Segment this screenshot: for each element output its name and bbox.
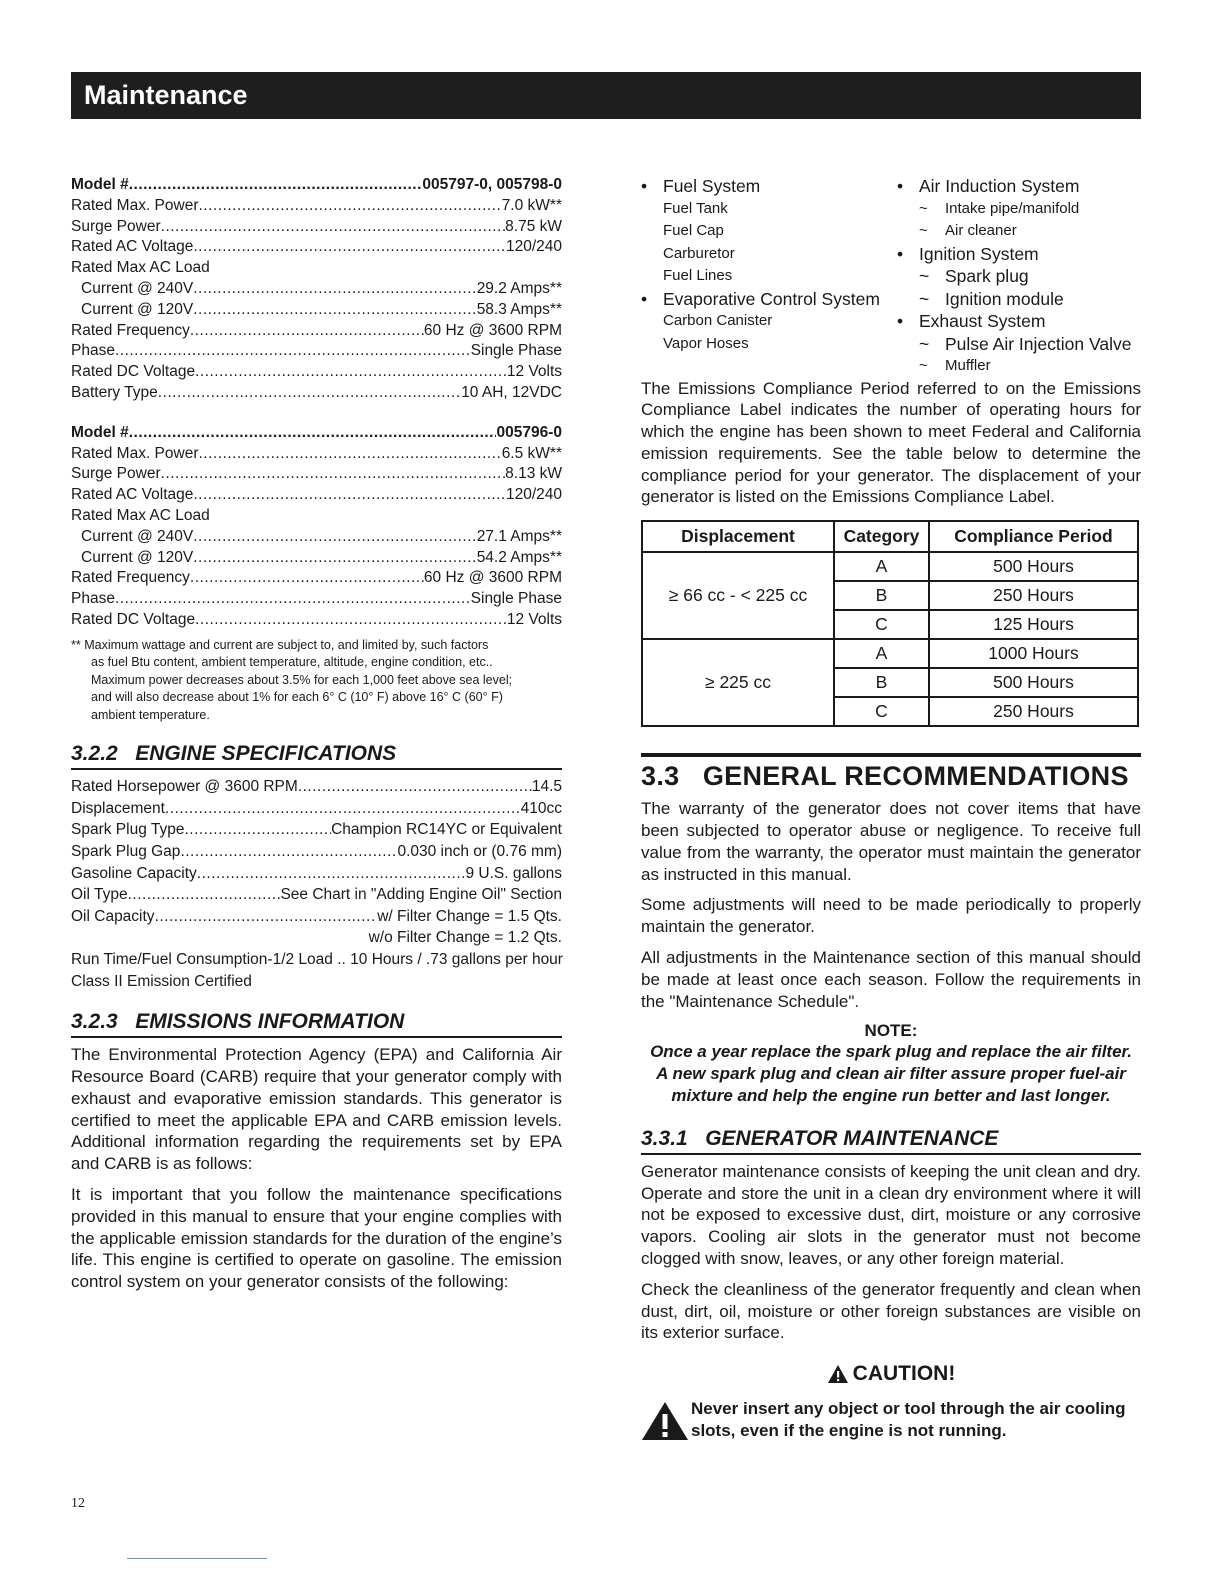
spec-row: Rated Max. Power ..... 6.5 kW** bbox=[71, 444, 562, 465]
spec-row: Current @ 120V ..... 54.2 Amps** bbox=[71, 548, 562, 569]
caution-heading: CAUTION! bbox=[641, 1362, 1141, 1386]
warning-icon bbox=[641, 1401, 689, 1441]
list-item: • Fuel System bbox=[641, 176, 761, 196]
list-item: • Air Induction System bbox=[897, 176, 1080, 196]
spec-row: Rated Horsepower @ 3600 RPM ..... 14.5 bbox=[71, 776, 562, 798]
spec-block-1 bbox=[71, 175, 562, 404]
compliance-table bbox=[641, 520, 1139, 727]
spec-block-2 bbox=[71, 423, 562, 631]
engine-specs-heading: 3.2.2 ENGINE SPECIFICATIONS bbox=[71, 742, 562, 770]
spec-row: Rated Max. Power ..... 7.0 kW** bbox=[71, 196, 562, 217]
footnote: ** Maximum wattage and current are subject to, and limited by, such factors as fuel Btu content, ambient temperature, altitude, engine condition, etc.. Maximum power decreases about 3.5% for each 1,000 feet above sea level; and will also decrease about 1% for each 6° C (10° F) above 16° C (60° F) ambient temperature. bbox=[71, 637, 513, 722]
note-title: NOTE: bbox=[864, 1021, 918, 1041]
spec-row: Rated Frequency ..... 60 Hz @ 3600 RPM bbox=[71, 568, 562, 589]
general-paragraph-3: All adjustments in the Maintenance section of this manual should be made at least once each season. Follow the requirements in the "Maintenance Schedule". bbox=[641, 948, 1141, 1011]
emissions-paragraph-2: It is important that you follow the maintenance specifications provided in this manual to ensure that your engine complies with the applicable emission standards for the duration of the engine’s life. This engine is certified to operate on gasoline. The emission control system on your generator consists of the following: bbox=[71, 1184, 562, 1292]
model-row: Model # ..... 005797-0, 005798-0 bbox=[71, 175, 562, 196]
spec-row: Rated DC Voltage ..... 12 Volts bbox=[71, 362, 562, 383]
spec-row: Rated AC Voltage ..... 120/240 bbox=[71, 237, 562, 258]
general-paragraph-2: Some adjustments will need to be made periodically to properly maintain the generator. bbox=[641, 895, 1141, 937]
list-item: • Evaporative Control System bbox=[641, 288, 880, 309]
general-paragraph-1: The warranty of the generator does not cover items that have been subjected to operator abuse or negligence. To receive full value from the warranty, the operator must maintain the generator as instructed in this manual. bbox=[641, 799, 1141, 884]
generator-maintenance-heading: 3.3.1 GENERATOR MAINTENANCE bbox=[641, 1127, 1141, 1155]
spec-row: Battery Type ..... 10 AH, 12VDC bbox=[71, 383, 562, 404]
ac-load-label: Rated Max AC Load bbox=[71, 506, 210, 524]
spec-row: Oil Type ..... See Chart in "Adding Engine Oil" Section bbox=[71, 884, 562, 906]
spec-row: Rated AC Voltage ..... 120/240 bbox=[71, 485, 562, 506]
compliance-paragraph: The Emissions Compliance Period referred to on the Emissions Compliance Label indicates the number of operating hours for which the engine has been shown to meet Federal and California emission requirements. See the table below to determine the compliance period for your generator. The displacement of your generator is listed on the Emissions Compliance Label. bbox=[641, 378, 1141, 507]
spec-row: Spark Plug Type ..... Champion RC14YC or Equivalent bbox=[71, 819, 562, 841]
spec-row: Surge Power ..... 8.13 kW bbox=[71, 464, 562, 485]
run-time: Run Time/Fuel Consumption-1/2 Load .. 10 Hours / .73 gallons per hour bbox=[71, 950, 563, 968]
spec-row: Rated DC Voltage ..... 12 Volts bbox=[71, 610, 562, 631]
table-row: C 125 Hours bbox=[642, 610, 1138, 639]
general-recommendations-heading: 3.3 GENERAL RECOMMENDATIONS bbox=[641, 753, 1141, 792]
spec-row: Current @ 240V ..... 29.2 Amps** bbox=[71, 279, 562, 300]
right-column bbox=[641, 175, 1141, 1441]
spec-row: Displacement ..... 410cc bbox=[71, 798, 562, 820]
footer-line bbox=[127, 1558, 267, 1559]
spec-row: Spark Plug Gap ..... 0.030 inch or (0.76 mm) bbox=[71, 841, 562, 863]
list-item: • Exhaust System bbox=[897, 311, 1046, 331]
spec-row: Gasoline Capacity ..... 9 U.S. gallons bbox=[71, 863, 562, 885]
spec-row: Oil Capacity ..... w/ Filter Change = 1.5 Qts. bbox=[71, 906, 562, 928]
spec-row: Rated Frequency ..... 60 Hz @ 3600 RPM bbox=[71, 321, 562, 342]
table-row: ≥ 225 cc A 1000 Hours bbox=[642, 639, 1138, 668]
page-title: Maintenance bbox=[84, 80, 248, 110]
table-header-row: Displacement Category Compliance Period bbox=[642, 521, 1138, 552]
caution-warning bbox=[641, 1398, 1141, 1441]
list-item: • Ignition System bbox=[897, 243, 1039, 264]
emission-systems-list: • Fuel System Fuel Tank Fuel Cap Carburetor Fuel Lines • Evaporative Control System Carbon Canister Vapor Hoses • Air Induction System ~ Intake pipe/manifold ~ Air cleaner • Ignition System ~ Spark plug ~ Ignition module • Exhaust System ~ Pulse Air Injection Valve ~ Muffler bbox=[641, 175, 1141, 378]
note-body: Once a year replace the spark plug and replace the air filter. A new spark plug and clean air filter assure proper fuel-air mixture and help the engine run better and last longer. bbox=[650, 1042, 1132, 1106]
spec-row: Current @ 120V ..... 58.3 Amps** bbox=[71, 300, 562, 321]
table-row: B 500 Hours bbox=[642, 668, 1138, 697]
emissions-paragraph-1: The Environmental Protection Agency (EPA) and California Air Resource Board (CARB) require that your generator comply with exhaust and evaporative emission standards. This generator is certified to meet the applicable EPA and CARB emission levels. Additional information regarding the requirements set by EPA and CARB is as follows: bbox=[71, 1045, 562, 1174]
table-row: B 250 Hours bbox=[642, 581, 1138, 610]
maintenance-paragraph-2: Check the cleanliness of the generator frequently and clean when dust, dirt, oil, moisture or other foreign substances are visible on its exterior surface. bbox=[641, 1279, 1141, 1343]
table-row: C 250 Hours bbox=[642, 697, 1138, 726]
section-banner bbox=[71, 72, 1141, 119]
page-number: 12 bbox=[71, 1496, 85, 1511]
emissions-heading: 3.2.3 EMISSIONS INFORMATION bbox=[71, 1010, 562, 1038]
oil-capacity-2: w/o Filter Change = 1.2 Qts. bbox=[368, 929, 562, 947]
spec-row: Surge Power ..... 8.75 kW bbox=[71, 217, 562, 238]
spec-row: Phase ..... Single Phase bbox=[71, 341, 562, 362]
model-row: Model # ..... 005796-0 bbox=[71, 423, 562, 444]
caution-icon bbox=[827, 1364, 849, 1384]
maintenance-paragraph-1: Generator maintenance consists of keeping the unit clean and dry. Operate and store the unit in a clean dry environment where it will not be exposed to excessive dust, dirt, moisture or any corrosive vapors. Cooling air slots in the generator must not become clogged with snow, leaves, or any other foreign material. bbox=[641, 1161, 1141, 1269]
engine-specs bbox=[71, 776, 562, 992]
spec-row: Current @ 240V ..... 27.1 Amps** bbox=[71, 527, 562, 548]
emission-class: Class II Emission Certified bbox=[71, 972, 252, 990]
spec-row: Phase ..... Single Phase bbox=[71, 589, 562, 610]
caution-text: Never insert any object or tool through the air cooling slots, even if the engine is not running. bbox=[691, 1399, 1126, 1440]
ac-load-label: Rated Max AC Load bbox=[71, 259, 210, 277]
left-column bbox=[71, 175, 562, 1302]
table-row: ≥ 66 cc - < 225 cc A 500 Hours bbox=[642, 552, 1138, 581]
